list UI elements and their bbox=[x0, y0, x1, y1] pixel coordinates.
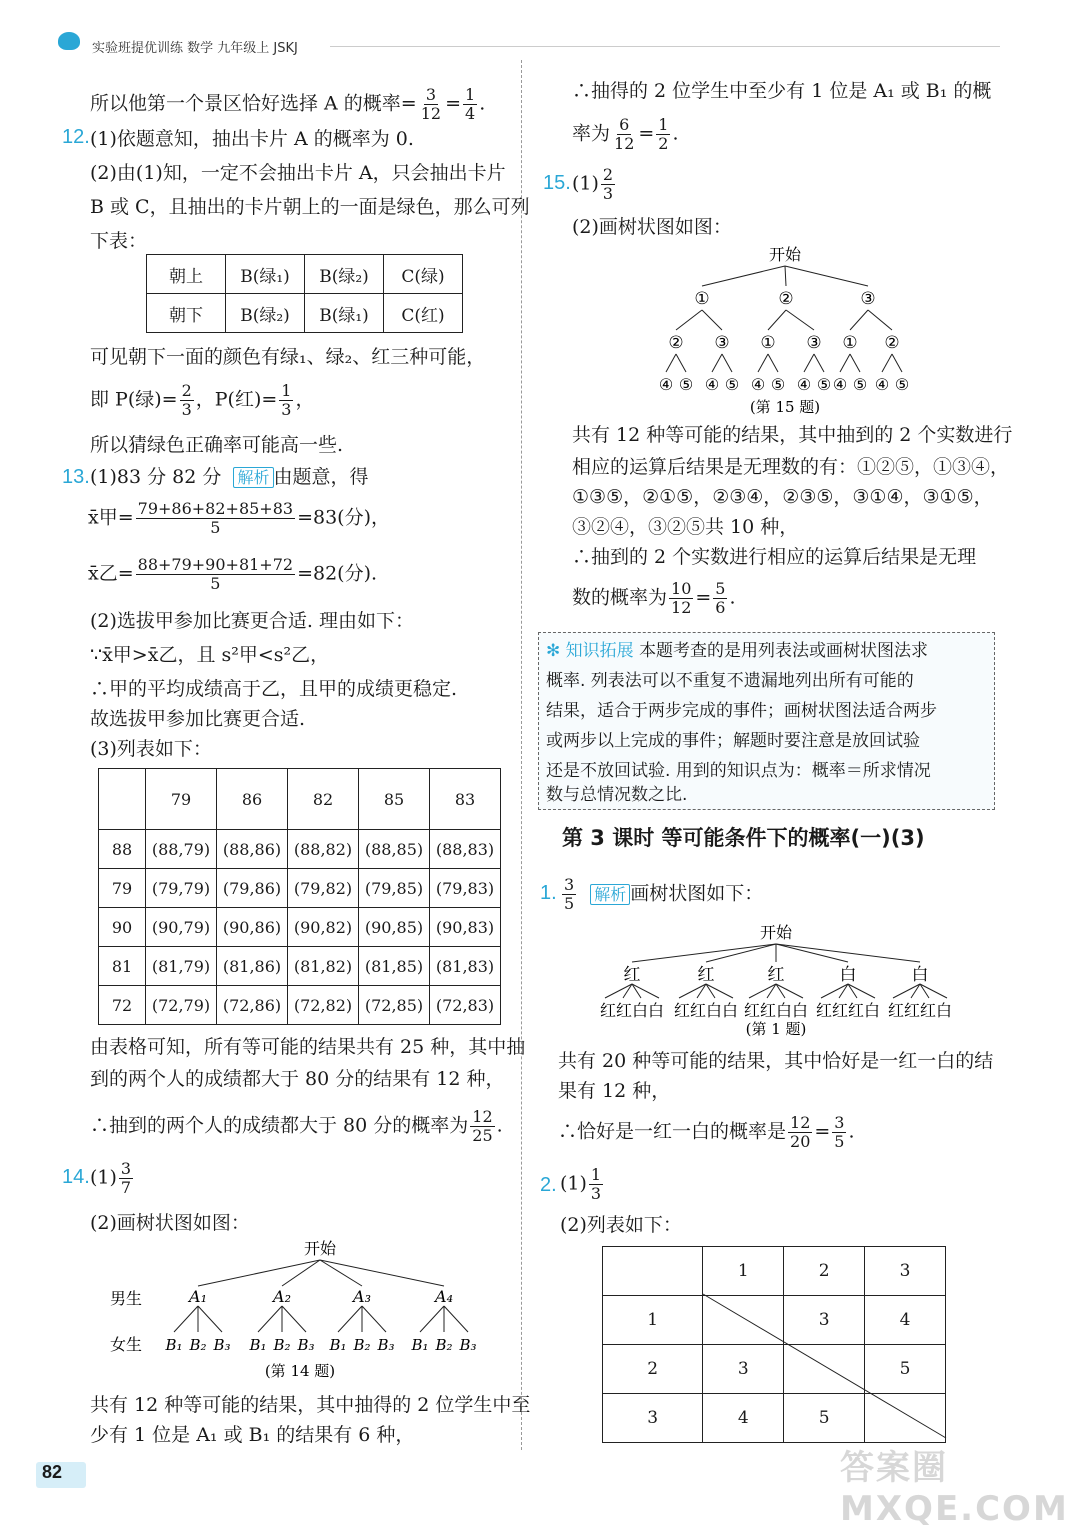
table-cell: (79,82) bbox=[288, 869, 359, 908]
q13-table bbox=[98, 768, 501, 1025]
table-cell: (81,82) bbox=[288, 947, 359, 986]
table-row bbox=[99, 830, 501, 869]
q15-line-3: 共有 12 种等可能的结果，其中抽到的 2 个实数进行 bbox=[572, 424, 1013, 446]
q12-line-6: 即 P(绿)= $\frac{2}{3}$ ，P(红)= $\frac{1}{3}$ ， bbox=[90, 381, 315, 419]
table-row bbox=[99, 908, 501, 947]
table-cell: 90 bbox=[99, 908, 146, 947]
q14-line-1: (1) $\frac{3}{7}$ bbox=[90, 1159, 132, 1197]
tree-node: ③ bbox=[714, 333, 730, 353]
table-cell: (90,83) bbox=[430, 908, 501, 947]
column-divider bbox=[521, 60, 522, 1450]
tree-node: 白 bbox=[911, 965, 929, 985]
q15-line-4: 相应的运算后结果是无理数的有：①②⑤，①③④， bbox=[572, 456, 1010, 478]
table-header-row bbox=[99, 769, 501, 830]
table-row bbox=[99, 869, 501, 908]
tree-node: ① bbox=[760, 333, 776, 353]
tree-caption: (第 15 题) bbox=[749, 398, 821, 416]
table-cell: (79,85) bbox=[359, 869, 430, 908]
table-cell: (72,83) bbox=[430, 986, 501, 1025]
tree-leaf: ④ bbox=[832, 375, 848, 394]
table-cell: (79,79) bbox=[146, 869, 217, 908]
q13-line-2: x̄甲= $\frac{79+86+82+85+83}{5}$ =83(分)， bbox=[88, 499, 390, 537]
fraction: $\frac{3}{5}$ bbox=[564, 875, 575, 913]
q12-line-2: (2)由(1)知，一定不会抽出卡片 A，只会抽出卡片 bbox=[90, 162, 506, 184]
page-number: 82 bbox=[42, 1462, 63, 1482]
s1-line-1: $\frac{3}{5}$ 解析 画树状图如下： bbox=[564, 875, 764, 913]
tree-leaf: B₃ bbox=[377, 1336, 395, 1354]
section-title: 第 3 课时 等可能条件下的概率(一)(3) bbox=[562, 826, 925, 850]
tree-node: 白 bbox=[839, 965, 857, 985]
table-cell: 72 bbox=[99, 986, 146, 1025]
q13-line-11: ∴抽到的两个人的成绩都大于 80 分的概率为 $\frac{12}{25}$ . bbox=[90, 1107, 503, 1145]
ext-line-6: 数与总情况数之比. bbox=[546, 785, 688, 805]
table-diagonal bbox=[703, 1294, 946, 1438]
table-cell: 3 bbox=[865, 1247, 946, 1296]
tree-leaf: ④ bbox=[658, 375, 674, 394]
table-cell: 3 bbox=[703, 1345, 784, 1394]
table-row bbox=[99, 947, 501, 986]
table-cell: 1 bbox=[603, 1296, 703, 1345]
tree-leaf: ⑤ bbox=[894, 375, 910, 394]
table-row bbox=[603, 1247, 946, 1296]
table-cell: (79,83) bbox=[430, 869, 501, 908]
table-cell bbox=[603, 1247, 703, 1296]
tree-leaf: B₁ bbox=[411, 1336, 429, 1354]
left-line-1: 所以他第一个景区恰好选择 A 的概率= $\frac{3}{12}$ = $\frac{1}{4}$ . bbox=[90, 85, 486, 123]
tree-leaf: B₃ bbox=[297, 1336, 315, 1354]
tree-leaf: B₁ bbox=[329, 1336, 347, 1354]
table-row bbox=[99, 986, 501, 1025]
tree-boys-label: 男生 bbox=[110, 1289, 143, 1308]
tree-node: ① bbox=[842, 333, 858, 353]
q13-line-10: 到的两个人的成绩都大于 80 分的结果有 12 种， bbox=[90, 1068, 505, 1090]
tree-node: A₁ bbox=[189, 1287, 207, 1306]
tree-node: ② bbox=[668, 333, 684, 353]
fraction: $\frac{12}{20}$ bbox=[790, 1113, 811, 1151]
analysis-tag: 解析 bbox=[590, 884, 630, 905]
q12-table bbox=[146, 254, 463, 333]
tree-leaf: ⑤ bbox=[816, 375, 832, 394]
s2-table-wrap bbox=[602, 1246, 946, 1438]
table-cell: 3 bbox=[603, 1394, 703, 1443]
fraction: $\frac{79+86+82+85+83}{5}$ bbox=[137, 499, 294, 537]
tree-node: ③ bbox=[860, 289, 876, 309]
table-cell: 3 bbox=[784, 1296, 865, 1345]
table-row: 朝下 B(绿₂) B(绿₁) C(红) bbox=[147, 294, 463, 333]
s1-line-2: 共有 20 种等可能的结果，其中恰好是一红一白的结 bbox=[558, 1050, 994, 1072]
fraction: $\frac{1}{3}$ bbox=[281, 381, 292, 419]
q13-line-6: ∴甲的平均成绩高于乙，且甲的成绩更稳定. bbox=[90, 678, 458, 700]
table-cell: 5 bbox=[784, 1394, 865, 1443]
tree-node: 红 bbox=[767, 965, 785, 985]
q15-line-5: ①③⑤，②①⑤，②③④，②③⑤，③①④，③①⑤， bbox=[572, 486, 993, 508]
tree-leaf: ④ bbox=[750, 375, 766, 394]
analysis-tag: 解析 bbox=[233, 467, 273, 488]
table-cell: 85 bbox=[359, 769, 430, 830]
tree-leaf: B₂ bbox=[353, 1336, 371, 1354]
tree-start-label: 开始 bbox=[759, 923, 793, 942]
table-cell: 79 bbox=[99, 869, 146, 908]
tree-leaf: 红红白白 bbox=[673, 1001, 739, 1020]
q14-line-2: (2)画树状图如图： bbox=[90, 1212, 250, 1234]
table-cell: 83 bbox=[430, 769, 501, 830]
fraction: $\frac{3}{7}$ bbox=[120, 1159, 132, 1197]
table-cell: 79 bbox=[146, 769, 217, 830]
table-cell: (81,86) bbox=[217, 947, 288, 986]
table-cell: (79,86) bbox=[217, 869, 288, 908]
table-cell: (72,86) bbox=[217, 986, 288, 1025]
tree-leaf: ④ bbox=[704, 375, 720, 394]
tree-leaf: B₃ bbox=[213, 1336, 231, 1354]
table-cell: (81,83) bbox=[430, 947, 501, 986]
tree-leaf: 红红白白 bbox=[743, 1001, 809, 1020]
fraction: $\frac{2}{3}$ bbox=[181, 381, 192, 419]
question-number-s1: 1. bbox=[540, 882, 557, 904]
s1-line-3: 果有 12 种， bbox=[558, 1080, 671, 1102]
q15-line-7: ∴抽到的 2 个实数进行相应的运算后结果是无理 bbox=[572, 546, 977, 568]
tree-node: ② bbox=[778, 289, 794, 309]
table-cell: 4 bbox=[703, 1394, 784, 1443]
s2-line-1: (1) $\frac{1}{3}$ bbox=[560, 1165, 602, 1203]
question-number-15: 15. bbox=[543, 172, 571, 194]
tree-girls-label: 女生 bbox=[110, 1335, 143, 1354]
q14-line-3: 共有 12 种等可能的结果，其中抽得的 2 位学生中至 bbox=[90, 1394, 531, 1416]
tree-node: A₂ bbox=[273, 1287, 291, 1306]
s1-line-4: ∴恰好是一红一白的概率是 $\frac{12}{20}$ = $\frac{3}{5}$ . bbox=[558, 1113, 855, 1151]
fraction: $\frac{1}{2}$ bbox=[658, 115, 669, 153]
header-rule bbox=[330, 46, 1000, 47]
table-cell: (88,82) bbox=[288, 830, 359, 869]
ext-line-2: 概率. 列表法可以不重复不遗漏地列出所有可能的 bbox=[546, 671, 914, 691]
fraction: $\frac{3}{12}$ bbox=[420, 85, 442, 123]
fraction: $\frac{1}{3}$ bbox=[590, 1165, 602, 1203]
tree-leaf: B₁ bbox=[249, 1336, 267, 1354]
tree-leaf: 红红白白 bbox=[599, 1001, 665, 1020]
table-cell: 1 bbox=[703, 1247, 784, 1296]
question-number-14: 14. bbox=[62, 1166, 90, 1188]
q15-line-2: (2)画树状图如图： bbox=[572, 216, 732, 238]
table-cell: (90,85) bbox=[359, 908, 430, 947]
tree-leaf: B₂ bbox=[189, 1336, 207, 1354]
tree-node: ② bbox=[884, 333, 900, 353]
tree-node: 红 bbox=[623, 965, 641, 985]
fraction: $\frac{12}{25}$ bbox=[472, 1107, 493, 1145]
table-cell: (88,85) bbox=[359, 830, 430, 869]
question-number-12: 12. bbox=[62, 126, 90, 148]
fraction: $\frac{2}{3}$ bbox=[602, 165, 614, 203]
q12-line-5: 可见朝下一面的颜色有绿₁、绿₂、红三种可能， bbox=[90, 346, 486, 368]
q15-line-1: (1) $\frac{2}{3}$ bbox=[572, 165, 614, 203]
ext-line-5: 还是不放回试验. 用到的知识点为：概率＝所求情况 bbox=[546, 761, 931, 781]
tree-leaf: B₂ bbox=[435, 1336, 453, 1354]
header-logo-icon bbox=[58, 32, 80, 50]
table-cell: (81,85) bbox=[359, 947, 430, 986]
ext-line-1: ✻ 知识拓展 本题考查的是用列表法或画树状图法求 bbox=[546, 641, 929, 661]
table-cell: (90,82) bbox=[288, 908, 359, 947]
fraction: $\frac{6}{12}$ bbox=[614, 115, 635, 153]
q15-line-6: ③②④，③②⑤共 10 种， bbox=[572, 516, 799, 538]
s2-line-2: (2)列表如下： bbox=[560, 1214, 682, 1236]
q14-tree-diagram bbox=[100, 1236, 510, 1386]
table-cell: 2 bbox=[784, 1247, 865, 1296]
q12-line-7: 所以猜绿色正确率可能高一些. bbox=[90, 434, 344, 456]
ext-label: 知识拓展 bbox=[565, 641, 634, 661]
tree-leaf: B₃ bbox=[459, 1336, 477, 1354]
q13-line-9: 由表格可知，所有等可能的结果共有 25 种，其中抽 bbox=[90, 1036, 526, 1058]
tree-leaf: ④ bbox=[796, 375, 812, 394]
table-cell: 86 bbox=[217, 769, 288, 830]
right-line-2: 率为 $\frac{6}{12}$ = $\frac{1}{2}$ . bbox=[572, 115, 679, 153]
table-cell: (72,82) bbox=[288, 986, 359, 1025]
tree-node: A₄ bbox=[435, 1287, 453, 1306]
q12-line-1: (1)依题意知，抽出卡片 A 的概率为 0. bbox=[90, 128, 414, 150]
ext-line-3: 结果，适合于两步完成的事件；画树状图法适合两步 bbox=[546, 701, 937, 721]
tree-leaf: ④ bbox=[874, 375, 890, 394]
tree-leaf: 红红红白 bbox=[887, 1001, 953, 1020]
tree-node: ① bbox=[694, 289, 710, 309]
q15-tree-diagram bbox=[650, 240, 920, 440]
right-line-1: ∴抽得的 2 位学生中至少有 1 位是 A₁ 或 B₁ 的概 bbox=[572, 80, 992, 102]
table-cell bbox=[99, 769, 146, 830]
table-cell: (88,86) bbox=[217, 830, 288, 869]
s1-tree-diagram bbox=[594, 920, 964, 1040]
q14-line-4: 少有 1 位是 A₁ 或 B₁ 的结果有 6 种， bbox=[90, 1424, 415, 1446]
q15-line-8: 数的概率为 $\frac{10}{12}$ = $\frac{5}{6}$ . bbox=[572, 579, 736, 617]
q12-line-3: B 或 C，且抽出的卡片朝上的一面是绿色，那么可列 bbox=[90, 196, 530, 218]
table-cell: (88,79) bbox=[146, 830, 217, 869]
table-cell: 4 bbox=[865, 1296, 946, 1345]
table-cell: 2 bbox=[603, 1345, 703, 1394]
question-number-13: 13. bbox=[62, 466, 90, 488]
tree-node: ③ bbox=[806, 333, 822, 353]
ext-line-4: 或两步以上完成的事件；解题时要注意是放回试验 bbox=[546, 731, 920, 751]
watermark: 答案圈 MXQE.COM bbox=[840, 1448, 1069, 1529]
q13-line-3: x̄乙= $\frac{88+79+90+81+72}{5}$ =82(分). bbox=[88, 555, 378, 593]
ext-bullet-icon: ✻ bbox=[546, 641, 561, 661]
table-cell: 81 bbox=[99, 947, 146, 986]
tree-caption: (第 1 题) bbox=[745, 1020, 807, 1038]
table-cell: (88,83) bbox=[430, 830, 501, 869]
question-number-s2: 2. bbox=[540, 1174, 557, 1196]
tree-node: A₃ bbox=[353, 1287, 371, 1306]
table-cell: (90,86) bbox=[217, 908, 288, 947]
fraction: $\frac{3}{5}$ bbox=[834, 1113, 845, 1151]
tree-leaf: ⑤ bbox=[770, 375, 786, 394]
fraction: $\frac{1}{4}$ bbox=[465, 85, 476, 123]
q13-line-4: (2)选拔甲参加比赛更合适. 理由如下： bbox=[90, 610, 414, 632]
fraction: $\frac{88+79+90+81+72}{5}$ bbox=[137, 555, 294, 593]
tree-node: 红 bbox=[697, 965, 715, 985]
tree-caption: (第 14 题) bbox=[264, 1362, 336, 1380]
table-cell: (72,85) bbox=[359, 986, 430, 1025]
table-cell: (90,79) bbox=[146, 908, 217, 947]
tree-leaf: ⑤ bbox=[724, 375, 740, 394]
table-cell: 88 bbox=[99, 830, 146, 869]
q13-line-5: ∵x̄甲>x̄乙，且 s²甲<s²乙， bbox=[90, 644, 330, 666]
fraction: $\frac{5}{6}$ bbox=[715, 579, 726, 617]
tree-start-label: 开始 bbox=[303, 1239, 337, 1258]
tree-leaf: 红红红白 bbox=[815, 1001, 881, 1020]
fraction: $\frac{10}{12}$ bbox=[671, 579, 692, 617]
table-cell: (72,79) bbox=[146, 986, 217, 1025]
tree-leaf: ⑤ bbox=[852, 375, 868, 394]
q13-line-8: (3)列表如下： bbox=[90, 738, 212, 760]
q12-line-4: 下表： bbox=[90, 230, 148, 252]
tree-start-label: 开始 bbox=[768, 245, 802, 264]
tree-leaf: B₂ bbox=[273, 1336, 291, 1354]
q13-line-7: 故选拔甲参加比赛更合适. bbox=[90, 708, 306, 730]
tree-leaf: ⑤ bbox=[678, 375, 694, 394]
table-cell: 5 bbox=[865, 1345, 946, 1394]
table-row: 朝上 B(绿₁) B(绿₂) C(绿) bbox=[147, 255, 463, 294]
table-cell: 82 bbox=[288, 769, 359, 830]
tree-leaf: B₁ bbox=[165, 1336, 183, 1354]
q13-line-1: (1)83 分 82 分 解析 由题意，得 bbox=[90, 466, 369, 488]
table-cell: (81,79) bbox=[146, 947, 217, 986]
header-title: 实验班提优训练 数学 九年级上 JSKJ bbox=[92, 41, 298, 56]
